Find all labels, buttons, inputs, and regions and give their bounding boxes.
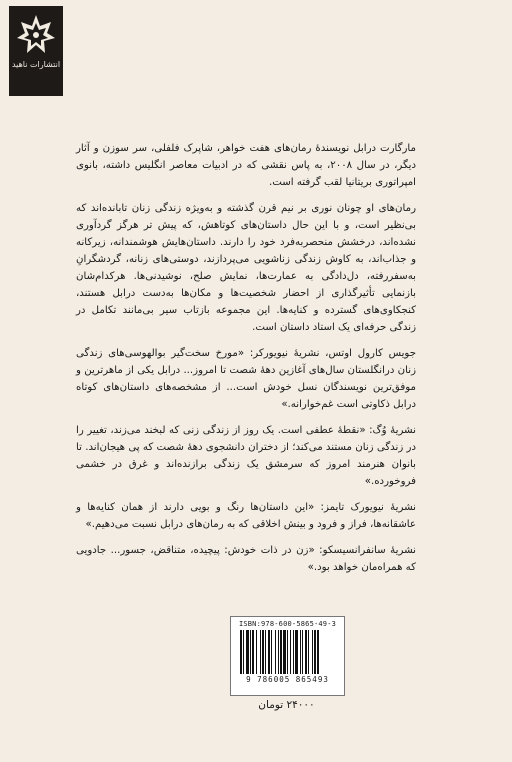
review-quote: جویس کارول اوتس، نشریهٔ نیویورکر: «مورخ سخت‌گیر بوالهوسی‌های زندگی زنان درانگلستان سال‌های آغازین دههٔ شصت تا امروز... درابل یکی از ماهرترین و موفق‌ترین نویسندگان نسل خودش است... از مشخصه‌های داستان‌های کوتاه درابل ذکاوتی است غم‌خوارانه.» bbox=[76, 348, 416, 410]
review-quote: نشریهٔ سانفرانسیسکو: «زن در ذات خودش: پیچیده، متناقض، جسور... جادویی که همراه‌مان خواهد بود.» bbox=[76, 545, 416, 573]
price-label: ۲۴۰۰۰ تومان bbox=[258, 699, 315, 711]
blurb-paragraph: رمان‌های او چونان نوری بر نیم قرن گذشته و به‌ویژه زندگی زنان تابانده‌اند که بی‌نظیر است، و با این حال داستان‌های کوتاهش، که پیش تر هرگز گردآوری نشده‌اند، درخشش منحصربه‌فرد خود را دارند. داستان‌هایش هوشمندانه، زیرکانه و جذاب‌اند، به کاوش زندگی زناشویی می‌پردازند، دوستی‌های زنانه، گردشگرانِ به‌سفررفته، دل‌دادگی به عمارت‌ها، نمایش صلح، نوشیدنی‌ها. هرکدام‌شان بازنمایی تأثیرگذاری از احضار شخصیت‌ها و مکان‌ها به‌دست درابل هستند، کنجکاوی‌های گسترده و کنایه‌ها. این مجموعه بازتاب سیر بی‌مانند تکامل در زندگی حرفه‌ای یک استاد داستان است. bbox=[76, 203, 416, 333]
blurb-paragraph: مارگارت درابل نویسندهٔ رمان‌های هفت خواهر، شاپرک فلفلی، سر سوزن و آثار دیگر، در سال ۲۰۰۸، به پاس نقشی که در ادبیات معاصر انگلیس داشته، بانوی امپراتوری بریتانیا لقب گرفته است. bbox=[76, 143, 416, 188]
isbn-label: ISBN:978-600-5865-49-3 bbox=[238, 620, 337, 628]
publisher-name: انتشارات ناهید bbox=[11, 60, 61, 69]
back-cover-blurb bbox=[76, 140, 416, 585]
isbn-digits: 9 786005 865493 bbox=[246, 675, 329, 684]
star-emblem-icon bbox=[16, 14, 56, 54]
review-quote: نشریهٔ وُگ: «نقطهٔ عطفی است. یک روز از زندگی زنی که لبخند می‌زند، تغییر را در زندگی زنان مستند می‌کند؛ از دختران دانشجوی دههٔ شصت که پی هیجان‌اند. تا بانوان هنرمند امروز که سرمشق یک زندگی برازنده‌اند و غرق در خشمی فروخورده.» bbox=[76, 425, 416, 487]
isbn-barcode bbox=[230, 616, 345, 696]
review-quote: نشریهٔ نیویورک تایمز: «این داستان‌ها رنگ و بویی دارند از همان کنایه‌ها و عاشقانه‌ها، فراز و فرود و بینش اخلاقی که به رمان‌های درابل نسبت می‌دهیم.» bbox=[76, 502, 416, 530]
publisher-logo bbox=[9, 6, 63, 96]
barcode-bars bbox=[238, 630, 338, 674]
